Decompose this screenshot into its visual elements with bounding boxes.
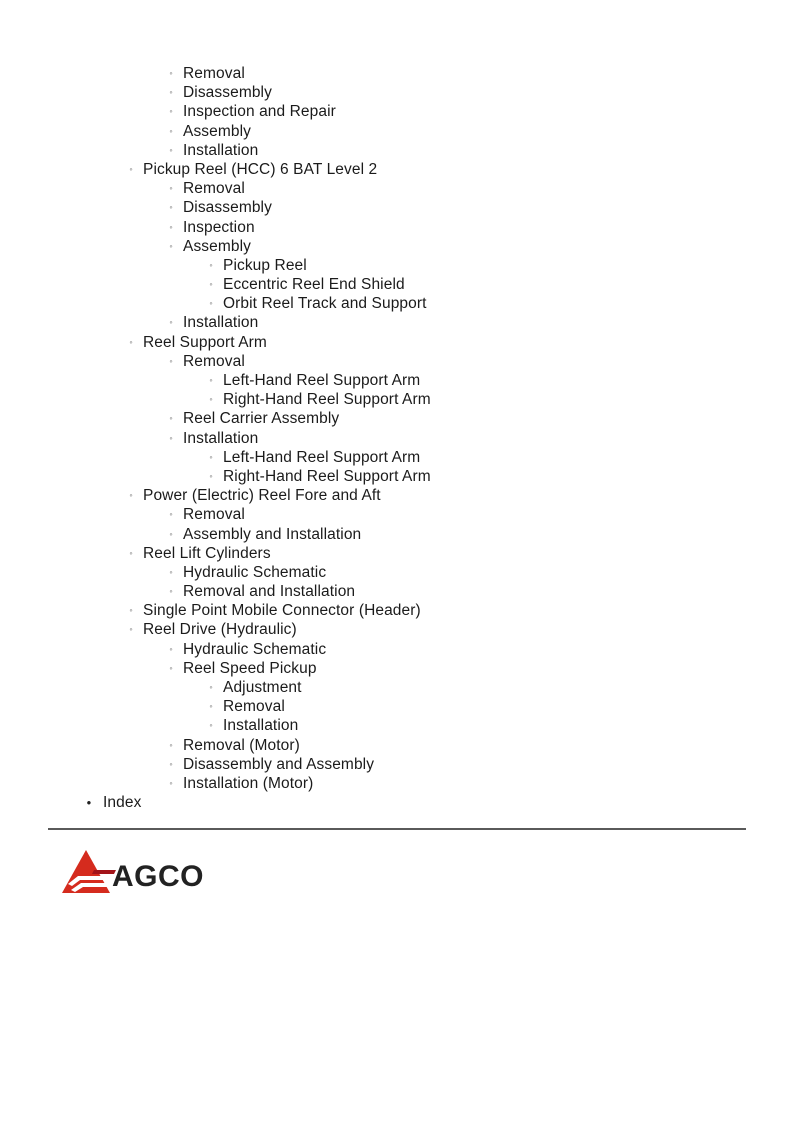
toc-item[interactable]	[0, 793, 794, 812]
toc-item[interactable]	[0, 659, 794, 678]
hollow-bullet-icon: ◦	[169, 643, 173, 654]
hollow-bullet-icon: ◦	[169, 221, 173, 232]
hollow-bullet-icon: ◦	[169, 183, 173, 194]
hollow-bullet-icon: ◦	[169, 662, 173, 673]
toc-item[interactable]	[0, 160, 794, 179]
toc-item-label[interactable]: Disassembly	[183, 199, 272, 217]
hollow-bullet-icon: ◦	[129, 490, 133, 501]
toc-item-label[interactable]: Installation	[183, 429, 259, 447]
hollow-bullet-icon: ◦	[129, 336, 133, 347]
toc-item-label[interactable]: Assembly	[183, 122, 251, 140]
toc-item[interactable]	[0, 198, 794, 217]
hollow-bullet-icon: ◦	[169, 739, 173, 750]
toc-item-label[interactable]: Disassembly and Assembly	[183, 755, 375, 773]
toc-item-label[interactable]: Adjustment	[223, 679, 302, 696]
toc-item[interactable]	[0, 505, 794, 524]
toc-item-label[interactable]: Inspection	[183, 218, 255, 236]
toc-item[interactable]	[0, 333, 794, 352]
hollow-bullet-icon: ◦	[169, 509, 173, 520]
hollow-bullet-icon: ◦	[169, 413, 173, 424]
toc-item-label[interactable]: Removal	[223, 698, 285, 716]
toc-item[interactable]	[0, 256, 794, 275]
hollow-bullet-icon: ◦	[129, 624, 133, 635]
toc-item-label[interactable]: Right-Hand Reel Support Arm	[223, 391, 431, 409]
toc-item[interactable]	[0, 525, 794, 544]
toc-item-label[interactable]: Reel Support Arm	[143, 333, 267, 351]
toc-item[interactable]	[0, 774, 794, 793]
toc-item[interactable]	[0, 141, 794, 160]
hollow-bullet-icon: ◦	[209, 259, 213, 270]
toc-item-label[interactable]: Right-Hand Reel Support Arm	[223, 467, 431, 485]
hollow-bullet-icon: ◦	[169, 758, 173, 769]
hollow-bullet-icon: ◦	[209, 682, 213, 692]
toc-item-label[interactable]: Reel Carrier Assembly	[183, 410, 340, 428]
hollow-bullet-icon: ◦	[209, 298, 213, 309]
hollow-bullet-icon: ◦	[169, 355, 173, 366]
toc-item[interactable]	[0, 601, 794, 620]
hollow-bullet-icon: ◦	[169, 87, 173, 98]
toc-item[interactable]	[0, 716, 794, 735]
toc-item[interactable]	[0, 409, 794, 428]
logo-wordmark: AGCO	[112, 860, 204, 893]
toc-item[interactable]	[0, 544, 794, 563]
toc-item-label[interactable]: Removal	[183, 65, 245, 82]
hollow-bullet-icon: ◦	[169, 317, 173, 328]
hollow-bullet-icon: ◦	[209, 394, 213, 405]
toc-item-label[interactable]: Inspection and Repair	[183, 103, 336, 121]
toc-item[interactable]	[0, 237, 794, 256]
toc-item-label[interactable]: Orbit Reel Track and Support	[223, 295, 427, 313]
toc-item-label[interactable]: Hydraulic Schematic	[183, 640, 327, 658]
hollow-bullet-icon: ◦	[169, 777, 173, 788]
toc-item[interactable]	[0, 64, 794, 83]
toc-item-label[interactable]: Single Point Mobile Connector (Header)	[143, 602, 421, 620]
hollow-bullet-icon: ◦	[169, 106, 173, 117]
toc-item[interactable]	[0, 429, 794, 448]
hollow-bullet-icon: ◦	[129, 547, 133, 558]
toc-item-label[interactable]: Removal	[183, 506, 245, 524]
toc-item-label[interactable]: Assembly	[183, 237, 251, 255]
toc-item[interactable]	[0, 467, 794, 486]
hollow-bullet-icon: ◦	[169, 125, 173, 136]
hollow-bullet-icon: ◦	[209, 375, 213, 385]
hollow-bullet-icon: ◦	[169, 528, 173, 539]
toc-item-label[interactable]: Hydraulic Schematic	[183, 563, 327, 581]
toc-item[interactable]	[0, 371, 794, 390]
toc-item-label[interactable]: Reel Speed Pickup	[183, 659, 317, 677]
toc-item[interactable]	[0, 582, 794, 601]
toc-item-label[interactable]: Index	[103, 794, 142, 812]
hollow-bullet-icon: ◦	[169, 202, 173, 213]
toc-item[interactable]	[0, 697, 794, 716]
toc-item-label[interactable]: Installation	[223, 717, 299, 735]
hollow-bullet-icon: ◦	[209, 470, 213, 481]
toc-item[interactable]	[0, 352, 794, 371]
toc-item[interactable]	[0, 486, 794, 505]
toc-item-label[interactable]: Reel Lift Cylinders	[143, 544, 271, 562]
toc-item[interactable]	[0, 640, 794, 659]
toc-item[interactable]	[0, 179, 794, 198]
hollow-bullet-icon: ◦	[169, 144, 173, 155]
toc-item-label[interactable]: Left-Hand Reel Support Arm	[223, 448, 421, 466]
toc-item[interactable]	[0, 313, 794, 332]
toc-item[interactable]	[0, 736, 794, 755]
filled-bullet-icon: •	[86, 795, 92, 811]
toc-item-label[interactable]: Removal	[183, 180, 245, 198]
hollow-bullet-icon: ◦	[169, 68, 173, 78]
hollow-bullet-icon: ◦	[209, 701, 213, 712]
toc-item-label[interactable]: Disassembly	[183, 84, 272, 102]
toc-item[interactable]	[0, 390, 794, 409]
toc-item[interactable]	[0, 620, 794, 639]
toc-item[interactable]	[0, 563, 794, 582]
toc-item-label[interactable]: Removal (Motor)	[183, 736, 300, 754]
toc-item[interactable]	[0, 678, 794, 697]
toc-item-label[interactable]: Reel Drive (Hydraulic)	[143, 621, 297, 639]
hollow-bullet-icon: ◦	[169, 432, 173, 443]
toc-item[interactable]	[0, 218, 794, 237]
table-of-contents	[0, 64, 794, 812]
agco-logo	[62, 850, 234, 896]
toc-item-label[interactable]: Pickup Reel (HCC) 6 BAT Level 2	[143, 160, 378, 178]
toc-item-label[interactable]: Assembly and Installation	[183, 525, 362, 543]
hollow-bullet-icon: ◦	[169, 240, 173, 251]
toc-item-label[interactable]: Installation	[183, 314, 259, 332]
footer-divider	[48, 828, 746, 830]
toc-item[interactable]	[0, 275, 794, 294]
toc-item-label[interactable]: Left-Hand Reel Support Arm	[223, 372, 421, 389]
hollow-bullet-icon: ◦	[169, 586, 173, 597]
toc-item[interactable]	[0, 102, 794, 121]
toc-item[interactable]	[0, 83, 794, 102]
hollow-bullet-icon: ◦	[129, 163, 133, 174]
hollow-bullet-icon: ◦	[129, 605, 133, 616]
toc-item[interactable]	[0, 448, 794, 467]
hollow-bullet-icon: ◦	[169, 566, 173, 577]
hollow-bullet-icon: ◦	[209, 279, 213, 290]
toc-item[interactable]	[0, 122, 794, 141]
toc-item[interactable]	[0, 755, 794, 774]
toc-item-label[interactable]: Removal and Installation	[183, 583, 356, 601]
toc-item-label[interactable]: Installation	[183, 141, 259, 159]
toc-item-label[interactable]: Pickup Reel	[223, 256, 307, 274]
hollow-bullet-icon: ◦	[209, 451, 213, 462]
toc-item-label[interactable]: Removal	[183, 352, 245, 370]
hollow-bullet-icon: ◦	[209, 720, 213, 731]
toc-item-label[interactable]: Eccentric Reel End Shield	[223, 276, 405, 294]
toc-item[interactable]	[0, 294, 794, 313]
toc-item-label[interactable]: Power (Electric) Reel Fore and Aft	[143, 487, 381, 505]
toc-item-label[interactable]: Installation (Motor)	[183, 774, 314, 792]
